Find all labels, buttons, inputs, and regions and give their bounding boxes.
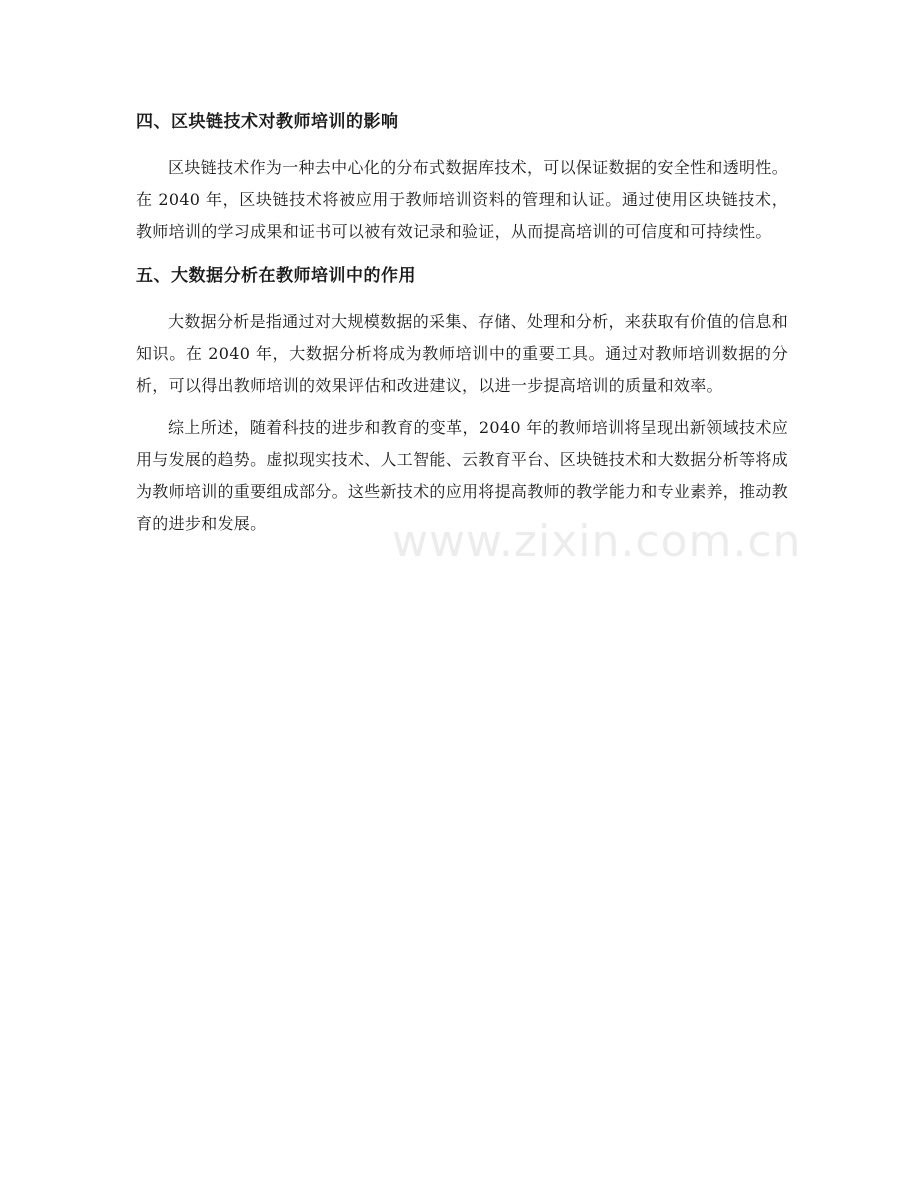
section-5-paragraph: 大数据分析是指通过对大规模数据的采集、存储、处理和分析，来获取有价值的信息和知识。在 2040 年，大数据分析将成为教师培训中的重要工具。通过对教师培训数据的分析，可以得出教师培训的效果评估和改进建议，以进一步提高培训的质量和效率。: [136, 312, 788, 395]
watermark: www.zixin.com.cn: [392, 516, 802, 567]
conclusion-paragraph: 综上所述，随着科技的进步和教育的变革，2040 年的教师培训将呈现出新领域技术应用与发展的趋势。虚拟现实技术、人工智能、云教育平台、区块链技术和大数据分析等将成为教师培训的重要组成部分。这些新技术的应用将提高教师的教学能力和专业素养，推动教育的进步和发展。: [136, 418, 789, 533]
section-heading-5: 五、大数据分析在教师培训中的作用: [136, 266, 416, 286]
document-page: [136, 108, 788, 550]
section-4-paragraph: 区块链技术作为一种去中心化的分布式数据库技术，可以保证数据的安全性和透明性。在 2040 年，区块链技术将被应用于教师培训资料的管理和认证。通过使用区块链技术，教师培训的学习成果和证书可以被有效记录和验证，从而提高培训的可信度和可持续性。: [136, 158, 788, 241]
section-heading-4: 四、区块链技术对教师培训的影响: [136, 112, 399, 132]
